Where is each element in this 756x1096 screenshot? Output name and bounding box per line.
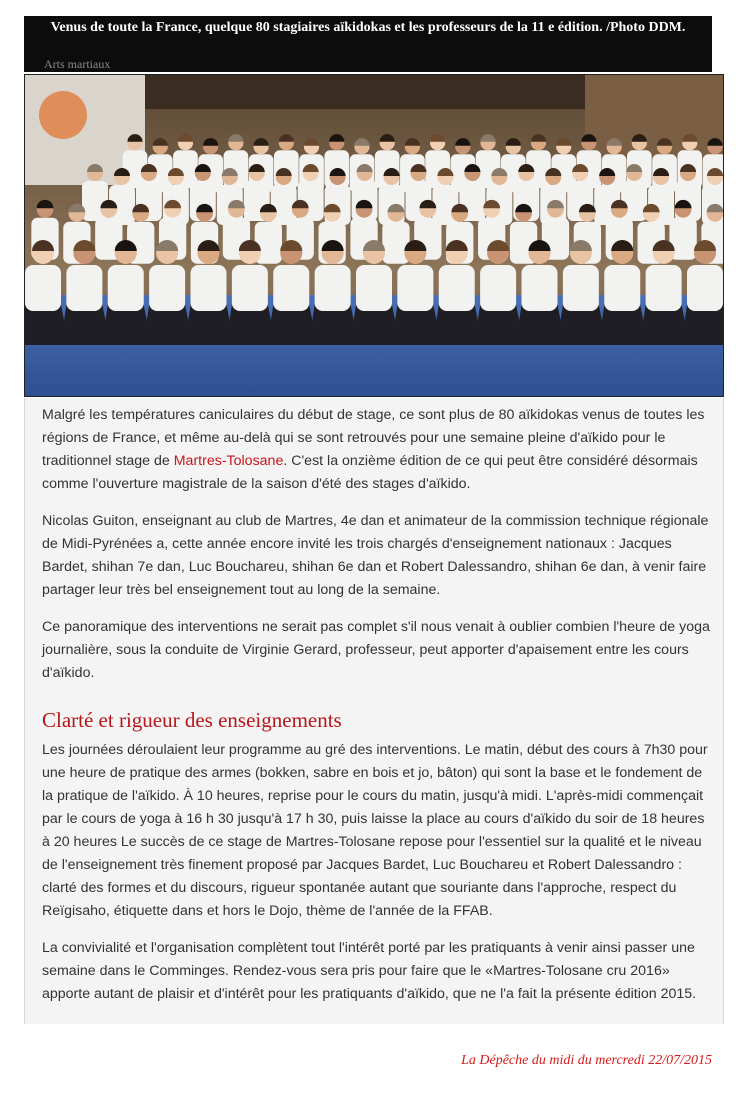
- martres-tolosane-link[interactable]: Martres-Tolosane: [173, 453, 284, 469]
- group-photo-illustration: [25, 75, 723, 396]
- section-subheading: Clarté et rigueur des enseignements: [42, 708, 342, 732]
- aikidoka-group: [25, 134, 723, 345]
- paragraph-4: Les journées déroulaient leur programme au gré des interventions. Le matin, début des cours à 7h30 pour une heure de pratique des armes (bokken, sabre en bois et jo, bâton) qui sont la base et le fondement de la pratique de l'aïkido. À 10 heures, reprise pour le cours du matin, jusqu'à midi. L'après-midi commençait par le cours de yoga à 16 h 30 jusqu'à 17 h 30, puis laisse la place au cours d'aïkido du soir de 18 heures à 20 heures Le succès de ce stage de Martres-Tolosane repose pour l'essentiel sur la qualité et le niveau de l'enseignement très finement proposé par Jacques Bardet, Luc Bouchareu et Robert Dalessandro : clarté des formes et du discours, rigueur spontanée autant que souriante dans l'approche, respect du Reïgisaho, étiquette dans et hors le Dojo, thème de l'année de la FFAB.: [42, 742, 708, 919]
- article-body: [42, 404, 712, 1020]
- paragraph-3: Ce panoramique des interventions ne serait pas complet s'il nous venait à oublier combien l'heure de yoga journalière, sous la conduite de Virginie Gerard, professeur, peut apporter d'apaisement entre les cours d'aïkido.: [42, 619, 710, 681]
- paragraph-5: La convivialité et l'organisation complètent tout l'intérêt porté par les pratiquants à venir ainsi passer une semaine dans le Comminges. Rendez-vous sera pris pour faire que le «Martres-Tolosane cru 2016» apporte autant de plaisir et d'intérêt pour les pratiquants d'aïkido, que ne l'a fait la présente édition 2015.: [42, 940, 697, 1002]
- paragraph-2: Nicolas Guiton, enseignant au club de Martres, 4e dan et animateur de la commission technique régionale de Midi-Pyrénées a, cette année encore invité les trois chargés d'enseignement nationaux : Jacques Bardet, shihan 7e dan, Luc Bouchareu, shihan 6e dan et Robert Dalessandro, shihan 6e dan, à venir faire partager leur très bel enseignement tout au long de la semaine.: [42, 513, 709, 598]
- source-credit: La Dépêche du midi du mercredi 22/07/2015: [461, 1053, 712, 1068]
- photo-caption: Venus de toute la France, quelque 80 stagiaires aïkidokas et les professeurs de la 11 e édition. /Photo DDM.: [50, 20, 686, 35]
- paragraph-1: Malgré les températures caniculaires du début de stage, ce sont plus de 80 aïkidokas venus de toutes les régions de France, et même au-delà qui se sont retrouvés pour une semaine pleine d'aïkido pour le traditionnel stage de Martres-Tolosane. C'est la onzième édition de ce qui peut être considéré désormais comme l'ouverture magistrale de la saison d'été des stages d'aïkido.: [42, 407, 705, 492]
- section-label[interactable]: Arts martiaux: [44, 57, 111, 71]
- group-photo: [24, 74, 724, 397]
